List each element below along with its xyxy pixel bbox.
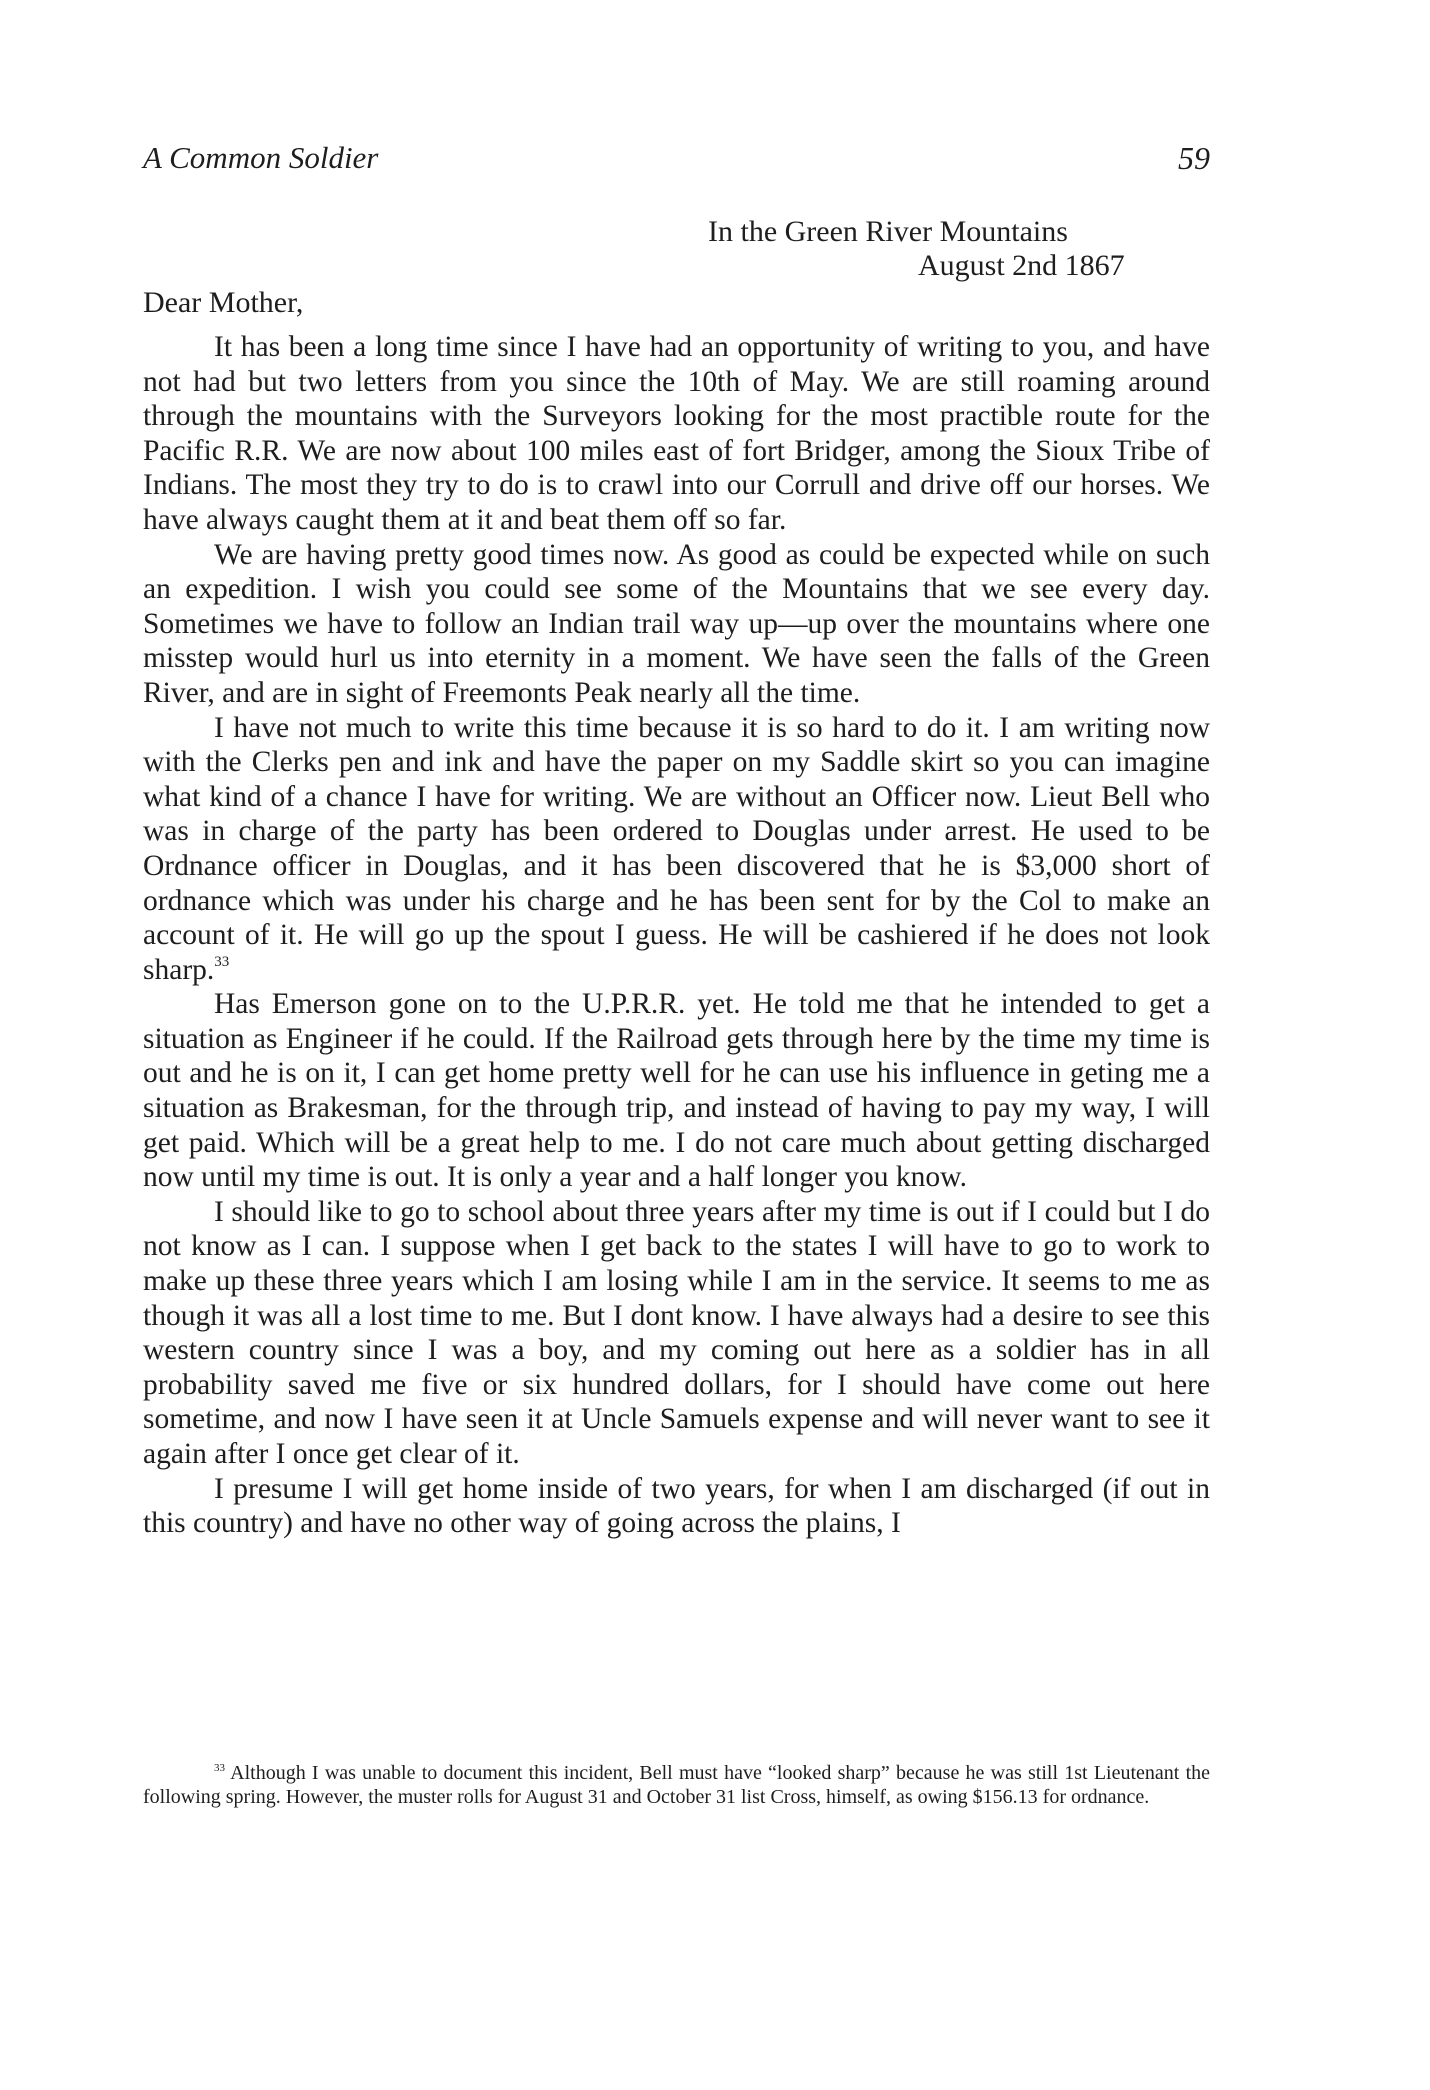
running-head (143, 138, 1210, 178)
letter-paragraph: I should like to go to school about three years after my time is out if I could but I do not know as I can. I suppose when I get back to the states I will have to go to work to make up these three years which I am losing while I am in the service. It seems to me as though it was all a lost time to me. But I dont know. I have always had a desire to see this western country since I was a boy, and my coming out here as a soldier has in all probability saved me five or six hundred dollars, for I should have come out here sometime, and now I have seen it at Uncle Samuels expense and will never want to see it again after I once get clear of it. (143, 1195, 1210, 1470)
letter-paragraph: We are having pretty good times now. As good as could be expected while on such an expedition. I wish you could see some of the Mountains that we see every day. Sometimes we have to follow an Indian trail way up—up over the mountains where one misstep would hurl us into eternity in a moment. We have seen the falls of the Green River, and are in sight of Freemonts Peak nearly all the time. (143, 538, 1210, 709)
footnote-reference: 33 (214, 953, 230, 970)
letter-paragraph: It has been a long time since I have had an opportunity of writing to you, and have not had but two letters from you since the 10th of May. We are still roaming around through the mountains with the Surveyors looking for the most practible route for the Pacific R.R. We are now about 100 miles east of fort Bridger, among the Sioux Tribe of Indians. The most they try to do is to crawl into our Corrull and drive off our horses. We have always caught them at it and beat them off so far. (143, 331, 1210, 536)
letter-paragraph: Has Emerson gone on to the U.P.R.R. yet. He told me that he intended to get a situation as Engineer if he could. If the Railroad gets through here by the time my time is out and he is on it, I can get home pretty well for he can use his influence in geting me a situation as Brakesman, for the through trip, and instead of having to pay my way, I will get paid. Which will be a great help to me. I do not care much about getting discharged now until my time is out. It is only a year and a half longer you know. (143, 988, 1210, 1194)
footnote (143, 1762, 1210, 1809)
letter-place: In the Green River Mountains (708, 215, 1068, 248)
letter-salutation: Dear Mother, (143, 286, 304, 319)
page-number: 59 (1178, 140, 1210, 176)
footnote-text: Although I was unable to document this incident, Bell must have “looked sharp” because he was still 1st Lieutenant the following spring. However, the muster rolls for August 31 and October 31 list Cross, himself, as owing $156.13 for ordnance. (143, 1762, 1210, 1808)
book-title: A Common Soldier (143, 140, 379, 175)
letter-paragraph-text: I have not much to write this time because it is so hard to do it. I am writing now with the Clerks pen and ink and have the paper on my Saddle skirt so you can imagine what kind of a chance I have for writing. We are without an Officer now. Lieut Bell who was in charge of the party has been ordered to Douglas under arrest. He used to be Ordnance officer in Douglas, and it has been discovered that he is $3,000 short of ordnance which was under his charge and he has been sent for by the Col to make an account of it. He will go up the spout I guess. He will be cashiered if he does not look sharp. (143, 711, 1210, 986)
letter-paragraph: I presume I will get home inside of two years, for when I am discharged (if out in this country) and have no other way of going across the plains, I (143, 1472, 1210, 1540)
letter-paragraph (143, 711, 1210, 988)
footnote-number: 33 (214, 1762, 225, 1774)
letter-date: August 2nd 1867 (918, 249, 1125, 282)
letter-body (143, 330, 1210, 1541)
